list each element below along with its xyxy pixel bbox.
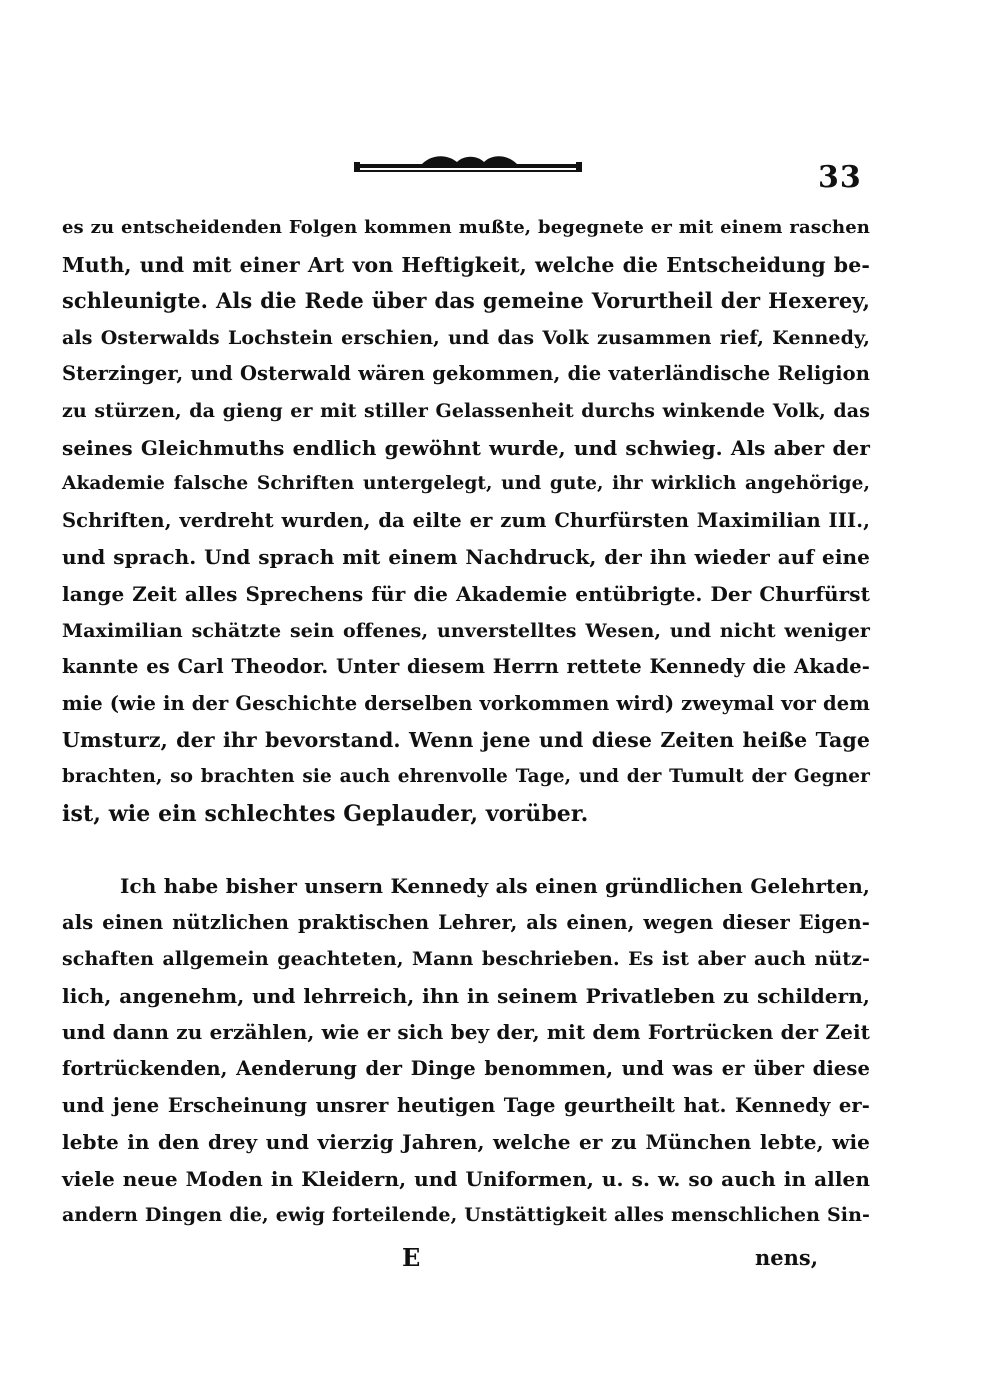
paragraph-1 <box>62 210 870 832</box>
text-line: schleunigte. Als die Rede über das gemeine Vorurtheil der Hexerey, <box>62 288 870 314</box>
text-line: Schriften, verdreht wurden, da eilte er zum Churfürsten Maximilian III., <box>62 508 870 532</box>
header-ornament-rule <box>352 150 584 180</box>
text-line: andern Dingen die, ewig forteilende, Unstättigkeit alles menschlichen Sin- <box>62 1204 870 1227</box>
text-line: und dann zu erzählen, wie er sich bey der, mit dem Fortrücken der Zeit <box>62 1020 870 1045</box>
text-line: schaften allgemein geachteten, Mann beschrieben. Es ist aber auch nütz- <box>62 948 870 971</box>
paragraph-2 <box>62 868 870 1234</box>
text-line: Sterzinger, und Osterwald wären gekommen, die vaterländische Religion <box>62 362 870 386</box>
text-line: Akademie falsche Schriften untergelegt, und gute, ihr wirklich angehörige, <box>62 473 870 495</box>
page-footer <box>0 1238 1000 1278</box>
text-line: viele neue Moden in Kleidern, und Uniformen, u. s. w. so auch in allen <box>62 1166 870 1191</box>
catchword: nens, <box>755 1245 819 1270</box>
text-line: Muth, und mit einer Art von Heftigkeit, welche die Entscheidung be- <box>62 252 870 277</box>
text-line: fortrückenden, Aenderung der Dinge benommen, und was er über diese <box>62 1056 870 1080</box>
text-line: Umsturz, der ihr bevorstand. Wenn jene und diese Zeiten heiße Tage <box>62 728 870 753</box>
text-line: als einen nützlichen praktischen Lehrer, als einen, wegen dieser Eigen- <box>62 910 870 934</box>
text-line: zu stürzen, da gieng er mit stiller Gelassenheit durchs winkende Volk, das <box>62 399 870 422</box>
signature-mark: E <box>402 1243 421 1272</box>
page-number: 33 <box>818 160 862 195</box>
text-line: und sprach. Und sprach mit einem Nachdruck, der ihn wieder auf eine <box>62 545 870 570</box>
text-line: Maximilian schätzte sein offenes, unverstelltes Wesen, und nicht weniger <box>62 619 870 642</box>
text-line: und jene Erscheinung unsrer heutigen Tage geurtheilt hat. Kennedy er- <box>62 1093 870 1117</box>
text-line: lich, angenehm, und lehrreich, ihn in seinem Privatleben zu schildern, <box>62 983 870 1008</box>
text-line: es zu entscheidenden Folgen kommen mußte, begegnete er mit einem raschen <box>62 217 870 238</box>
text-line: mie (wie in der Geschichte derselben vorkommen wird) zweymal vor dem <box>62 691 870 715</box>
text-line: kannte es Carl Theodor. Unter diesem Herrn rettete Kennedy die Akade- <box>62 655 870 679</box>
text-line: als Osterwalds Lochstein erschien, und das Volk zusammen rief, Kennedy, <box>62 326 870 349</box>
text-line: Ich habe bisher unsern Kennedy als einen gründlichen Gelehrten, <box>120 874 870 898</box>
text-line: ist, wie ein schlechtes Geplauder, vorüber. <box>62 800 589 827</box>
text-line: lebte in den drey und vierzig Jahren, welche er zu München lebte, wie <box>62 1130 870 1155</box>
text-line: seines Gleichmuths endlich gewöhnt wurde, und schwieg. Als aber der <box>62 435 870 460</box>
text-line: brachten, so brachten sie auch ehrenvolle Tage, und der Tumult der Gegner <box>62 765 870 787</box>
text-line: lange Zeit alles Sprechens für die Akademie entübrigte. Der Churfürst <box>62 581 870 606</box>
